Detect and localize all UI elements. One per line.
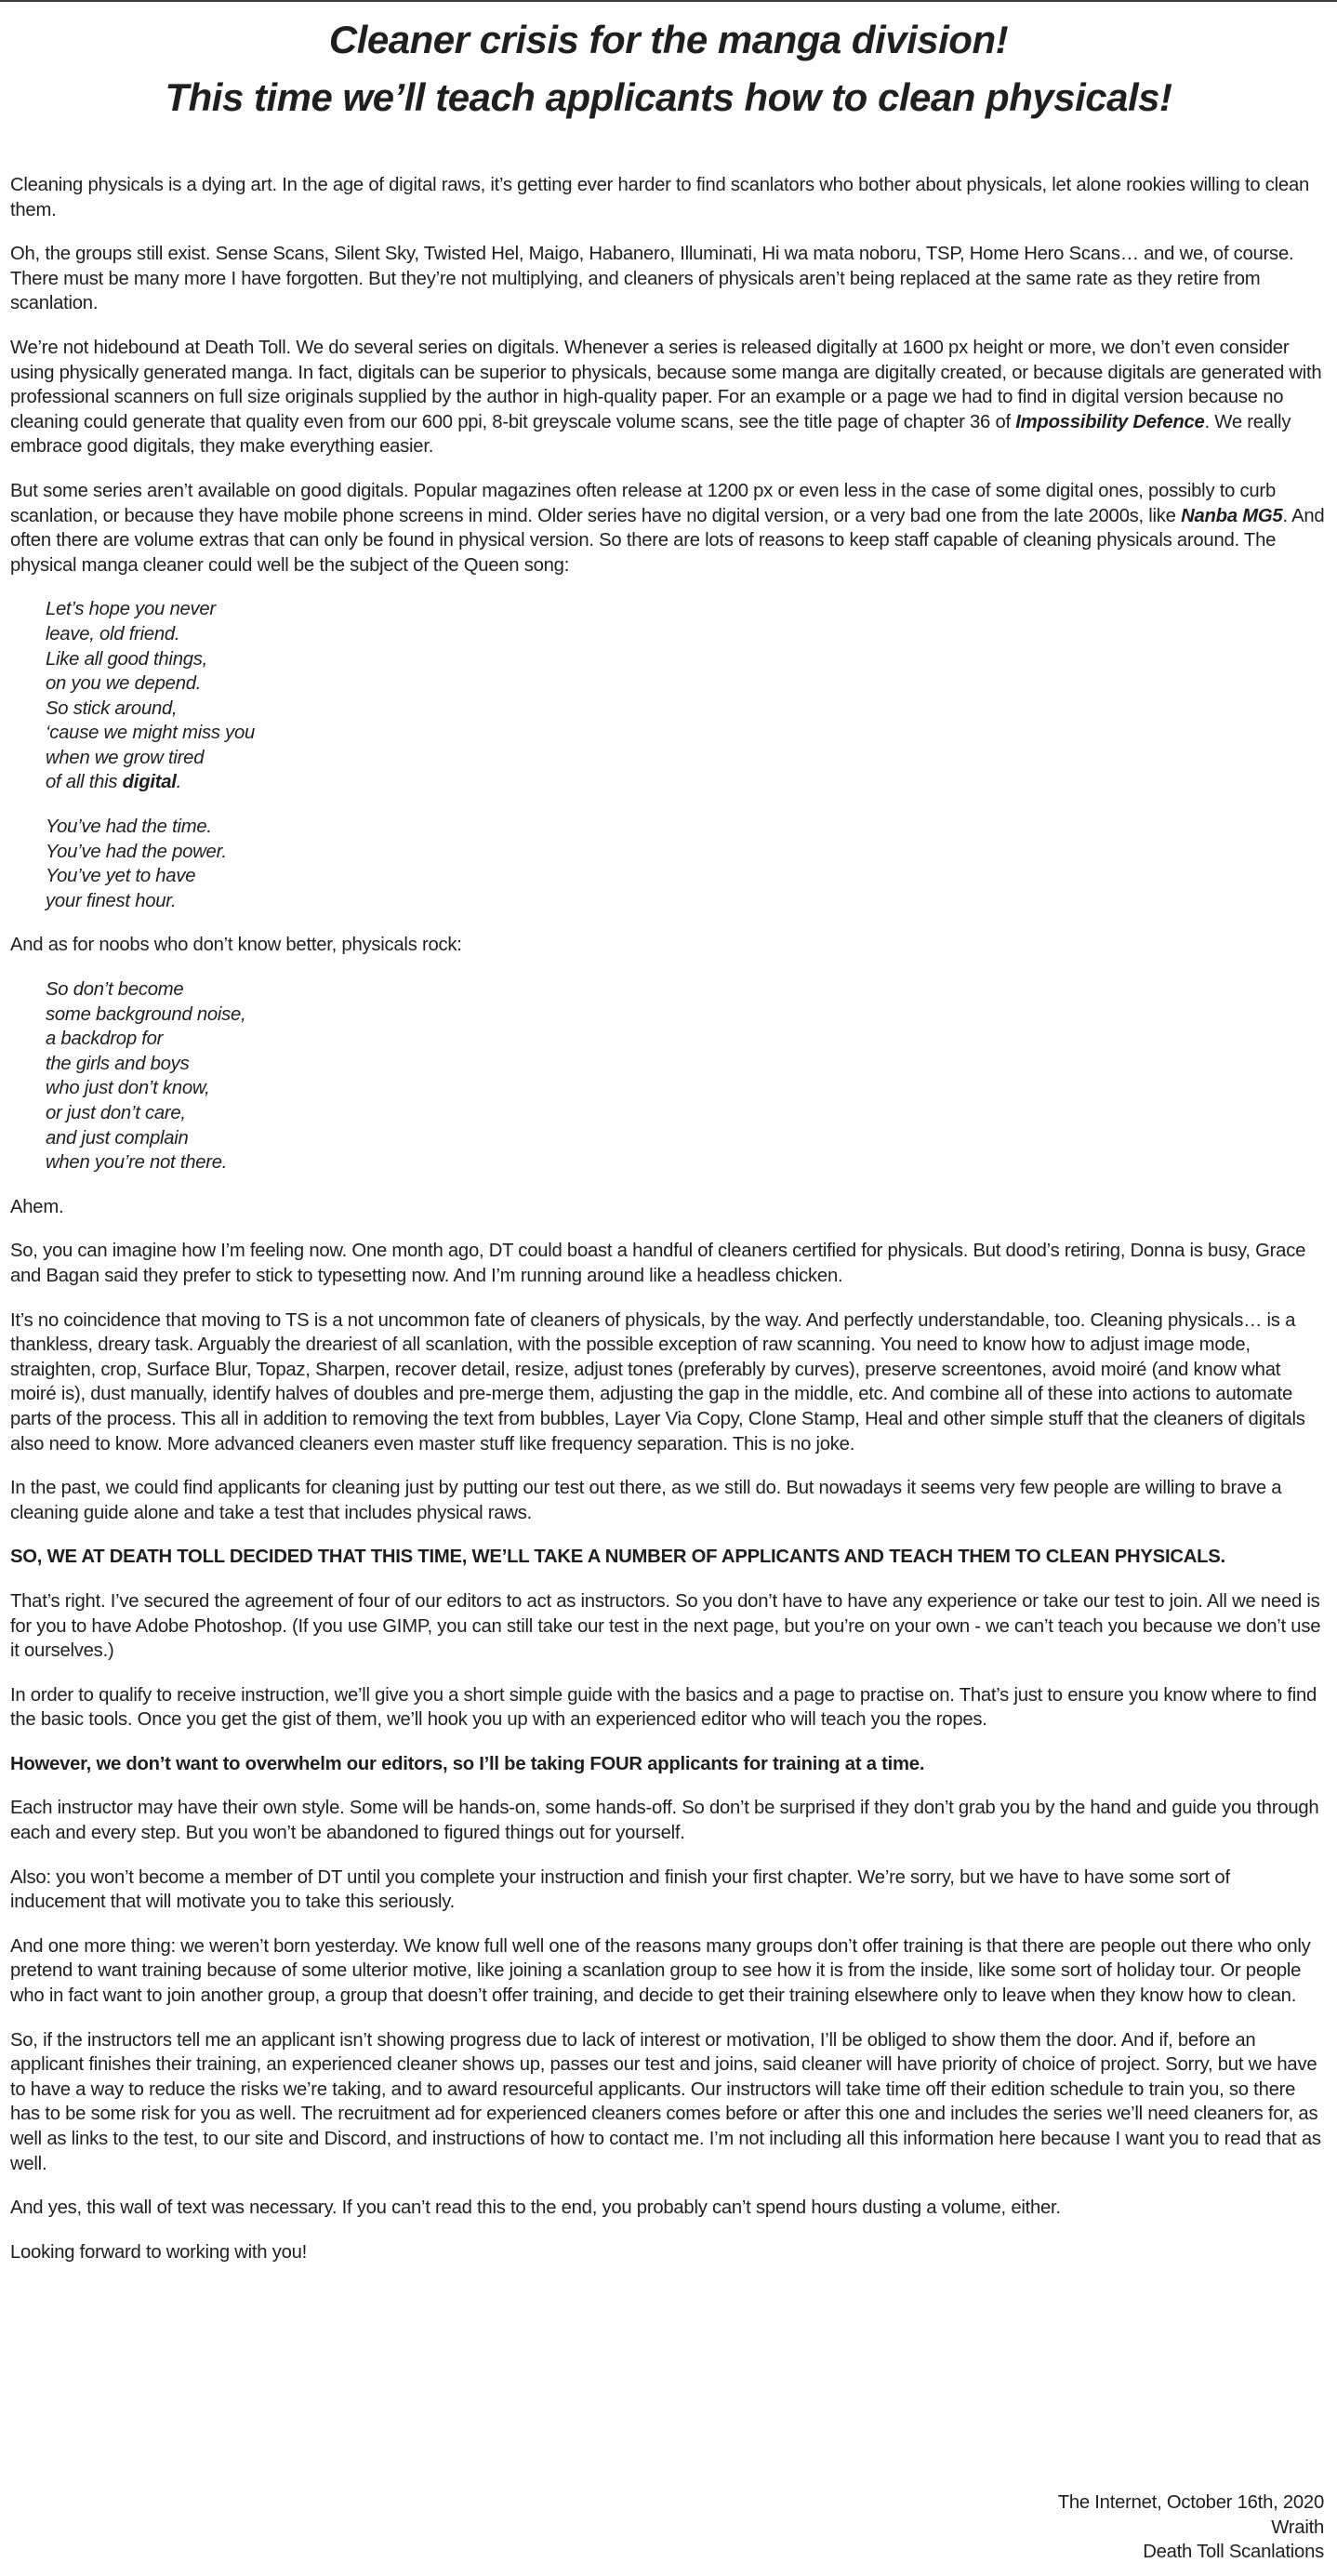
- series-title-nanba-mg5: Nanba MG5: [1181, 505, 1283, 526]
- paragraph-wall-of-text: And yes, this wall of text was necessary. If you can’t read this to the end, you probably can’t spend hours dusting a volume, either.: [10, 2198, 1061, 2219]
- title-line-2: This time we’ll teach applicants how to clean physicals!: [165, 75, 1172, 119]
- paragraph-membership-condition: Also: you won’t become a member of DT until you complete your instruction and finish your first chapter. We’re sorry, but we have to have some sort of inducement that will motivate you to take this seriously.: [10, 1866, 1230, 1913]
- lyric-line-text-a: of all this: [46, 772, 123, 793]
- lyric-line: when you’re not there.: [46, 1152, 228, 1174]
- paragraph-not-hidebound-text-a: We’re not hidebound at Death Toll. We do several series on digitals. Whenever a series is released digitally at 1600 px height or more, we don’t even consider using physically generated manga. In fact, digitals can be superior to physicals, because some manga are digitally created, or because digitals are generated with professional scanners on full size originals supplied by the author in high-quality paper. For an example or a page we had to find in digital version because no cleaning could generate that quality even from our 600 ppi, 8-bit greyscale volume scans, see the title page of chapter 36 of: [10, 337, 1322, 432]
- series-title-impossibility-defence: Impossibility Defence: [1015, 411, 1205, 432]
- paragraph-looking-forward: Looking forward to working with you!: [10, 2241, 308, 2263]
- lyric-line: Like all good things,: [46, 648, 208, 670]
- lyric-line: So don’t become: [46, 979, 184, 1001]
- lyric-line: So stick around,: [46, 697, 178, 719]
- paragraph-feeling-now: So, you can imagine how I’m feeling now. One month ago, DT could boast a handful of cleaners certified for physicals. But dood’s retiring, Donna is busy, Grace and Bagan said they prefer to stick to typesetting now. And I’m running around like a headless chicken.: [10, 1241, 1306, 1286]
- lyric-line: You’ve had the time.: [46, 817, 212, 838]
- paragraph-not-hidebound: [10, 336, 1327, 459]
- lyric-line: leave, old friend.: [46, 623, 180, 644]
- paragraph-qualify-guide: In order to qualify to receive instruction, we’ll give you a short simple guide with the basics and a page to practise on. That’s just to ensure you know where to find the basic tools. Once you get the gist of them, we’ll hook you up with an experienced editor who will teach you the ropes.: [10, 1684, 1317, 1731]
- lyric-line: on you we depend.: [46, 673, 202, 695]
- queen-lyrics-stanza-3: [10, 977, 1327, 1175]
- title-line-1: Cleaner crisis for the manga division!: [328, 18, 1009, 61]
- paragraph-dying-art: Cleaning physicals is a dying art. In the age of digital raws, it’s getting ever harder to find scanlators who bother about physicals, let alone rookies willing to clean them.: [10, 175, 1310, 220]
- signature-block: [1058, 2490, 1324, 2565]
- paragraph-instructor-style: Each instructor may have their own style. Some will be hands-on, some hands-off. So don’t be surprised if they don’t grab you by the hand and guide you through each and every step. But you won’t be abandoned to figured things out for yourself.: [10, 1798, 1319, 1844]
- paragraph-ulterior-motives: And one more thing: we weren’t born yesterday. We know full well one of the reasons many groups don’t offer training is that there are people out there who only pretend to want training because of some ulterior motive, like joining a scanlation group to see how it is from the inside, like some sort of holiday tour. Or people who in fact want to join another group, a group that doesn’t offer training, and decide to get their training elsewhere only to leave when they know how to clean.: [10, 1935, 1311, 2007]
- signature-date: The Internet, October 16th, 2020: [1057, 2492, 1324, 2514]
- paragraph-applicants-past: In the past, we could find applicants for cleaning just by putting our test out there, as we still do. But nowadays it seems very few people are willing to brave a cleaning guide alone and take a test that includes physical raws.: [10, 1478, 1282, 1523]
- lyric-line: You’ve had the power.: [46, 841, 227, 862]
- lyric-line: when we grow tired: [46, 747, 205, 768]
- paragraph-ahem: Ahem.: [10, 1196, 64, 1217]
- lyric-line: You’ve yet to have: [46, 866, 196, 887]
- paragraph-announcement-caps: SO, WE AT DEATH TOLL DECIDED THAT THIS TIME, WE’LL TAKE A NUMBER OF APPLICANTS AND TEACH THEM TO CLEAN PHYSICALS.: [10, 1547, 1225, 1568]
- lyric-line: and just complain: [46, 1127, 189, 1149]
- page-title: [10, 11, 1327, 126]
- lyric-line: Let’s hope you never: [46, 599, 216, 620]
- lyric-line: a backdrop for: [46, 1029, 164, 1050]
- paragraph-groups-exist: Oh, the groups still exist. Sense Scans, Silent Sky, Twisted Hel, Maigo, Habanero, Illuminati, Hi wa mata noboru, TSP, Home Hero Scans… and we, of course. There must be many more I have forgotten. But they’re not multiplying, and cleaners of physicals aren’t being replaced at the same rate as they retire from scanlation.: [10, 244, 1294, 314]
- signature-author: Wraith: [1271, 2516, 1324, 2538]
- emphasis-digital: digital: [122, 772, 177, 793]
- paragraph-risk-and-priority: So, if the instructors tell me an applicant isn’t showing progress due to lack of interest or motivation, I’ll be obliged to show them the door. And if, before an applicant finishes their training, an experienced cleaner shows up, passes our test and joins, said cleaner will have priority of choice of project. Sorry, but we have to have a way to reduce the risks we’re taking, and to award resourceful applicants. Our instructors will take time off their edition schedule to train you, so there has to be some risk for you as well. The recruitment ad for experienced cleaners comes before or after this one and includes the series we’ll need cleaners for, as well as links to the test, to our site and Discord, and instructions of how to contact me. I’m not including all this information here because I want you to read that as well.: [10, 2029, 1321, 2174]
- paragraph-instructors-secured: That’s right. I’ve secured the agreement of four of our editors to act as instructors. So you don’t have to have any experience or take our test to join. All we need is for you to have Adobe Photoshop. (If you use GIMP, you can still take our test in the next page, but you’re on your own - we can’t teach you because we don’t use it ourselves.): [10, 1590, 1321, 1662]
- lyric-line: or just don’t care,: [46, 1103, 186, 1123]
- paragraph-no-good-digitals: [10, 479, 1327, 578]
- lyric-line-emphasis: [46, 770, 1327, 795]
- lyric-line: some background noise,: [46, 1003, 246, 1025]
- lyric-line: who just don’t know,: [46, 1078, 210, 1099]
- top-window-edge: [0, 0, 1337, 2]
- paragraph-no-good-digitals-text-a: But some series aren’t available on good digitals. Popular magazines often release at 1200 px or even less in the case of some digital ones, possibly to curb scanlation, or because they have mobile phone screens in mind. Older series have no digital version, or a very bad one from the late 2000s, like: [10, 480, 1276, 526]
- lyric-line: your finest hour.: [46, 890, 177, 911]
- lyric-line: ‘cause we might miss you: [46, 723, 256, 744]
- queen-lyrics-stanza-1: [10, 597, 1327, 795]
- paragraph-thankless-task: It’s no coincidence that moving to TS is a not uncommon fate of cleaners of physicals, by the way. And perfectly understandable, too. Cleaning physicals… is a thankless, dreary task. Arguably the dreariest of all scanlation, with the possible exception of raw scanning. You need to know how to adjust image mode, straighten, crop, Surface Blur, Topaz, Sharpen, recover detail, resize, adjust tones (preferably by curves), preserve screentones, avoid moiré (and know what moiré is), dust manually, identify halves of doubles and pre-merge them, adjusting the gap in the middle, etc. And combine all of these into actions to automate parts of the process. This all in addition to removing the text from bubbles, Layer Via Copy, Clone Stamp, Heal and other simple stuff that the cleaners of digitals also need to know. More advanced cleaners even master stuff like frequency separation. This is no joke.: [10, 1309, 1305, 1454]
- queen-lyrics-stanza-2: [10, 815, 1327, 913]
- paragraph-noobs-intro: And as for noobs who don’t know better, physicals rock:: [10, 935, 462, 956]
- paragraph-not-hidebound-text-b: . We really embrace good digitals, they make everything easier.: [10, 411, 1291, 458]
- lyric-line-text-b: .: [176, 772, 182, 793]
- paragraph-no-good-digitals-text-b: . And often there are volume extras that can only be found in physical version. So there are lots of reasons to keep staff capable of cleaning physicals around. The physical manga cleaner could well be the subject of the Queen song:: [10, 505, 1325, 576]
- signature-group: Death Toll Scanlations: [1143, 2542, 1324, 2563]
- lyric-line: the girls and boys: [46, 1053, 190, 1074]
- paragraph-four-applicants: However, we don’t want to overwhelm our editors, so I’ll be taking FOUR applicants for training at a time.: [10, 1753, 925, 1774]
